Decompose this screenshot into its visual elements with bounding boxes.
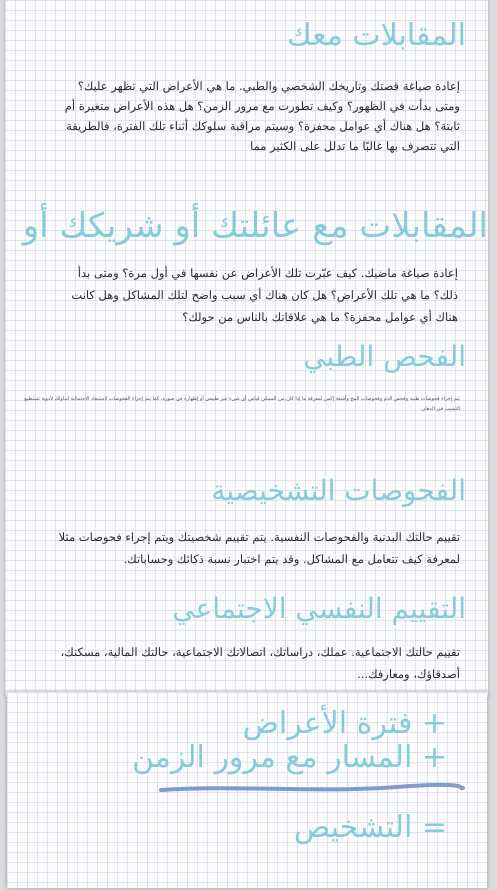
paragraph-interviews-with-you: إعادة صياغة قصتك وتاريخك الشخصي والطبي. ما هي الأعراض التي تظهر عليك؟ ومتى بدأت في الظهور؟ وكيف تطورت مع مرور الزمن؟ هل هذه الأعراض متغيرة أم ثابتة؟ هل هناك أي عوامل محفزة؟ وسيتم مراقبة سلوكك أثناء تلك الفترة، فالطريقة التي تتصرف بها غالبًا ما تدلل على الكثير مما xyxy=(64,79,460,153)
paragraph-psychosocial-assessment: تقييم حالتك الاجتماعية. عملك، دراساتك، اتصالاتك الاجتماعية، حالتك المالية، مسكنك، أصدقاؤك، ومعارفك... xyxy=(60,645,460,681)
paragraph-interviews-with-family: إعادة صياغة ماضيك. كيف عبّرت تلك الأعراض عن نفسها في أول مرة؟ ومتى بدأ ذلك؟ ما هي تلك الأعراض؟ هل كان هناك أي سبب واضح لتلك المشاكل وهل كانت هناك أي عوامل محفزة؟ ما هي علاقاتك بالناس من حولك؟ xyxy=(71,266,458,324)
heading-psychosocial-assessment: التقييم النفسي الاجتماعي xyxy=(172,592,466,625)
summary-diagnosis: = التشخيص xyxy=(293,810,447,845)
heading-medical-exam: الفحص الطبي xyxy=(303,340,466,373)
summary-symptom-duration: + فترة الأعراض xyxy=(242,706,447,741)
heading-interviews-with-you: المقابلات معك xyxy=(287,18,466,53)
paragraph-medical-exam: يتم إجراء فحوصات طبية وفحص الدم وفحوصات المخ وأشعة إكس لمعرفة ما إذا كان من الممكن قياس أي شيء غير طبيعي أو إظهاره في صورة، كما يتم إجراء الفحوصات لاستبعاد الاحتمالية لتناولك لأدوية تستطيع التسبب في الذهان. xyxy=(24,396,460,412)
document-page xyxy=(5,0,488,697)
heading-interviews-with-family: المقابلات مع عائلتك أو شريكك أو xyxy=(22,206,488,246)
paragraph-diagnostic-tests: تقييم حالتك البدنية والفحوصات النفسية. يتم تقييم شخصيتك ويتم إجراء فحوصات مثلا لمعرفة كيف تتعامل مع المشاكل. وقد يتم اختبار نسبة ذكائك وحساباتك. xyxy=(58,530,460,566)
heading-diagnostic-tests: الفحوصات التشخيصية xyxy=(211,474,466,507)
summary-course-over-time: + المسار مع مرور الزمن xyxy=(131,740,447,775)
summary-card xyxy=(7,692,487,888)
summary-underline-stroke xyxy=(157,782,467,796)
